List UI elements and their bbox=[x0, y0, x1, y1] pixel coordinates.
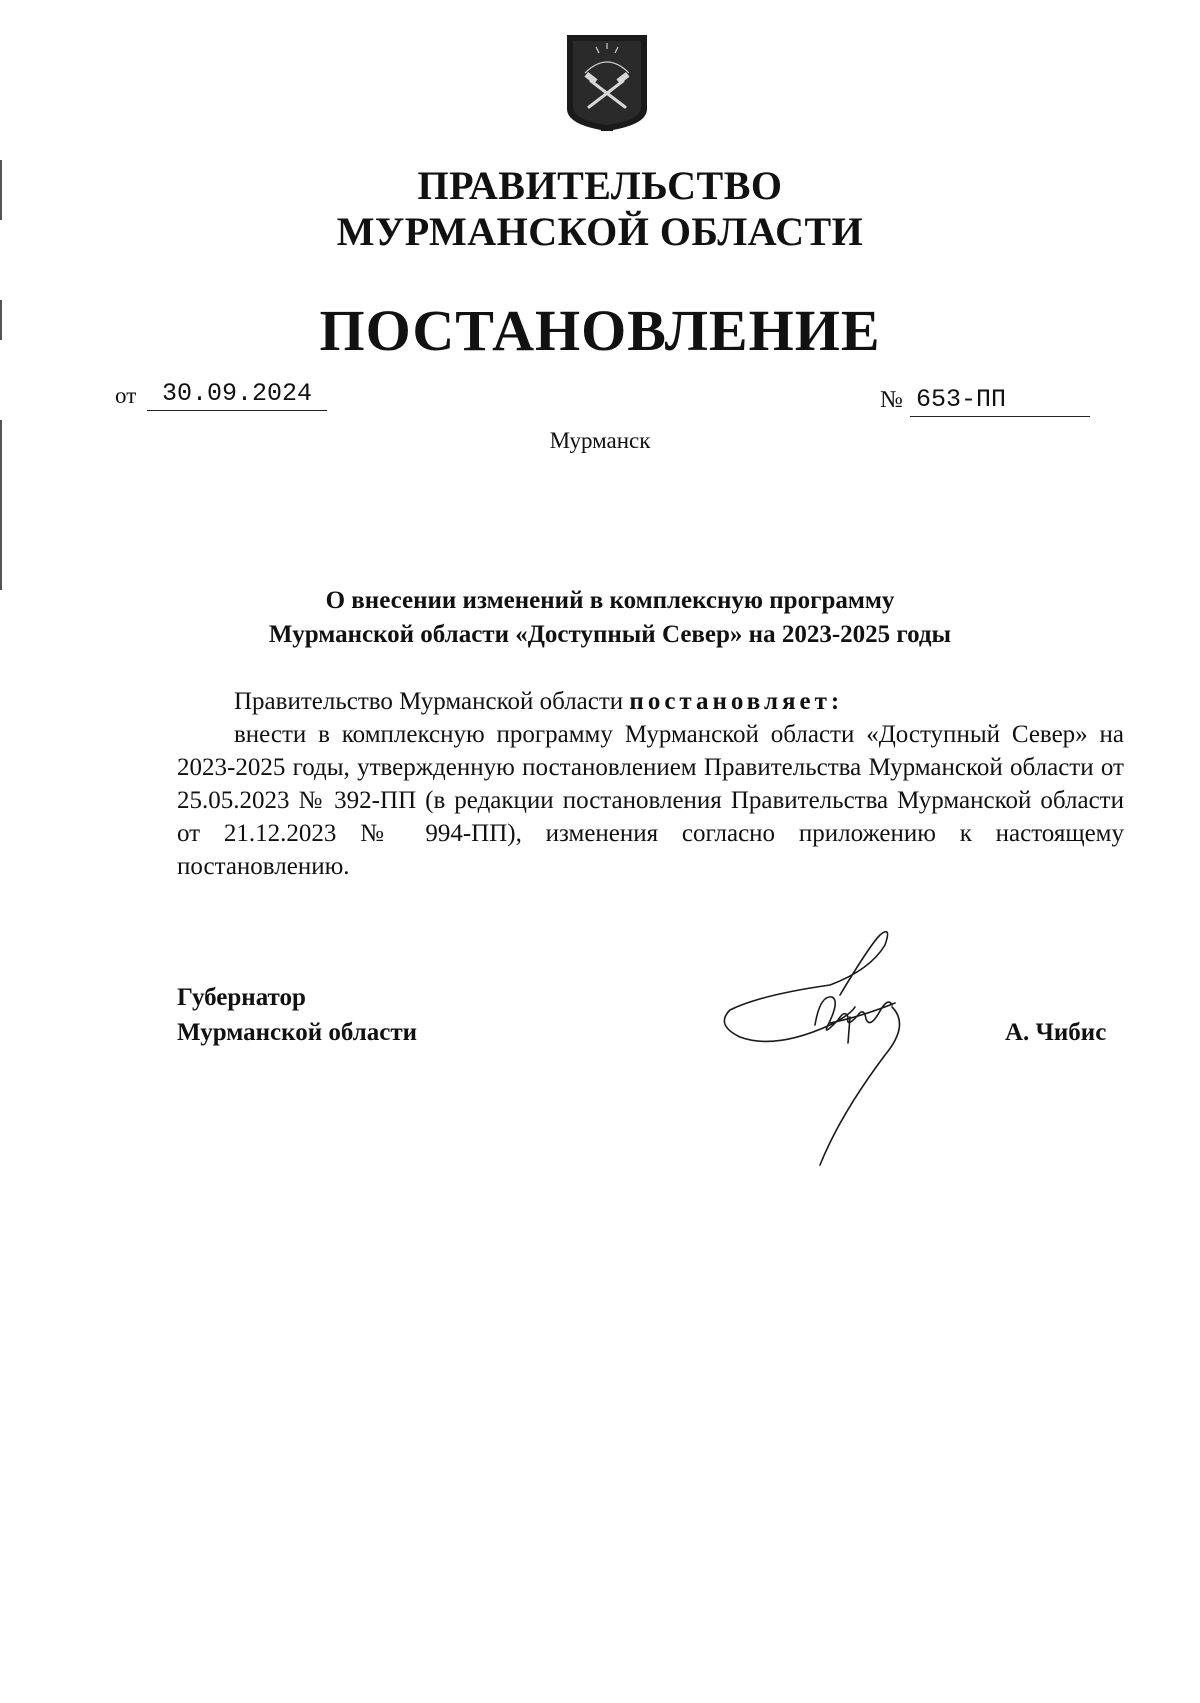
decree-colon: : bbox=[830, 688, 844, 715]
document-type-title: ПОСТАНОВЛЕНИЕ bbox=[319, 298, 881, 363]
handwritten-signature bbox=[720, 925, 960, 1185]
document-date: 30.09.2024 bbox=[147, 378, 327, 411]
subject-line2: Мурманской области «Доступный Север» на 2023-2025 годы bbox=[268, 621, 952, 648]
signer-name: А. Чибис bbox=[1005, 1019, 1107, 1046]
number-label: № bbox=[880, 387, 903, 413]
decree-intro bbox=[177, 685, 1124, 718]
coat-of-arms-emblem bbox=[565, 33, 649, 133]
document-number: 653-ПП bbox=[910, 384, 1090, 417]
subject-line1: О внесении изменений в комплексную программу bbox=[325, 587, 895, 614]
signer-role-line1: Губернатор bbox=[177, 984, 306, 1011]
organization-name-line2: МУРМАНСКОЙ ОБЛАСТИ bbox=[336, 209, 864, 254]
city-name: Мурманск bbox=[549, 428, 651, 453]
date-label: от bbox=[115, 383, 137, 408]
signer-role-line2: Мурманской области bbox=[177, 1019, 418, 1046]
decree-paragraph: внести в комплексную программу Мурманской области «Доступный Север» на 2023-2025 годы, утвержденную постановлением Правительства Мурманской области от 25.05.2023 № 392-ПП (в редакции постановления Правительства Мурманской области от 21.12.2023 № 994-ПП), изменения согласно приложению к настоящему постановлению. bbox=[177, 721, 1124, 880]
decree-intro-text: Правительство Мурманской области bbox=[234, 688, 624, 715]
decree-word: постановляет bbox=[629, 688, 831, 715]
organization-name-line1: ПРАВИТЕЛЬСТВО bbox=[417, 163, 783, 208]
